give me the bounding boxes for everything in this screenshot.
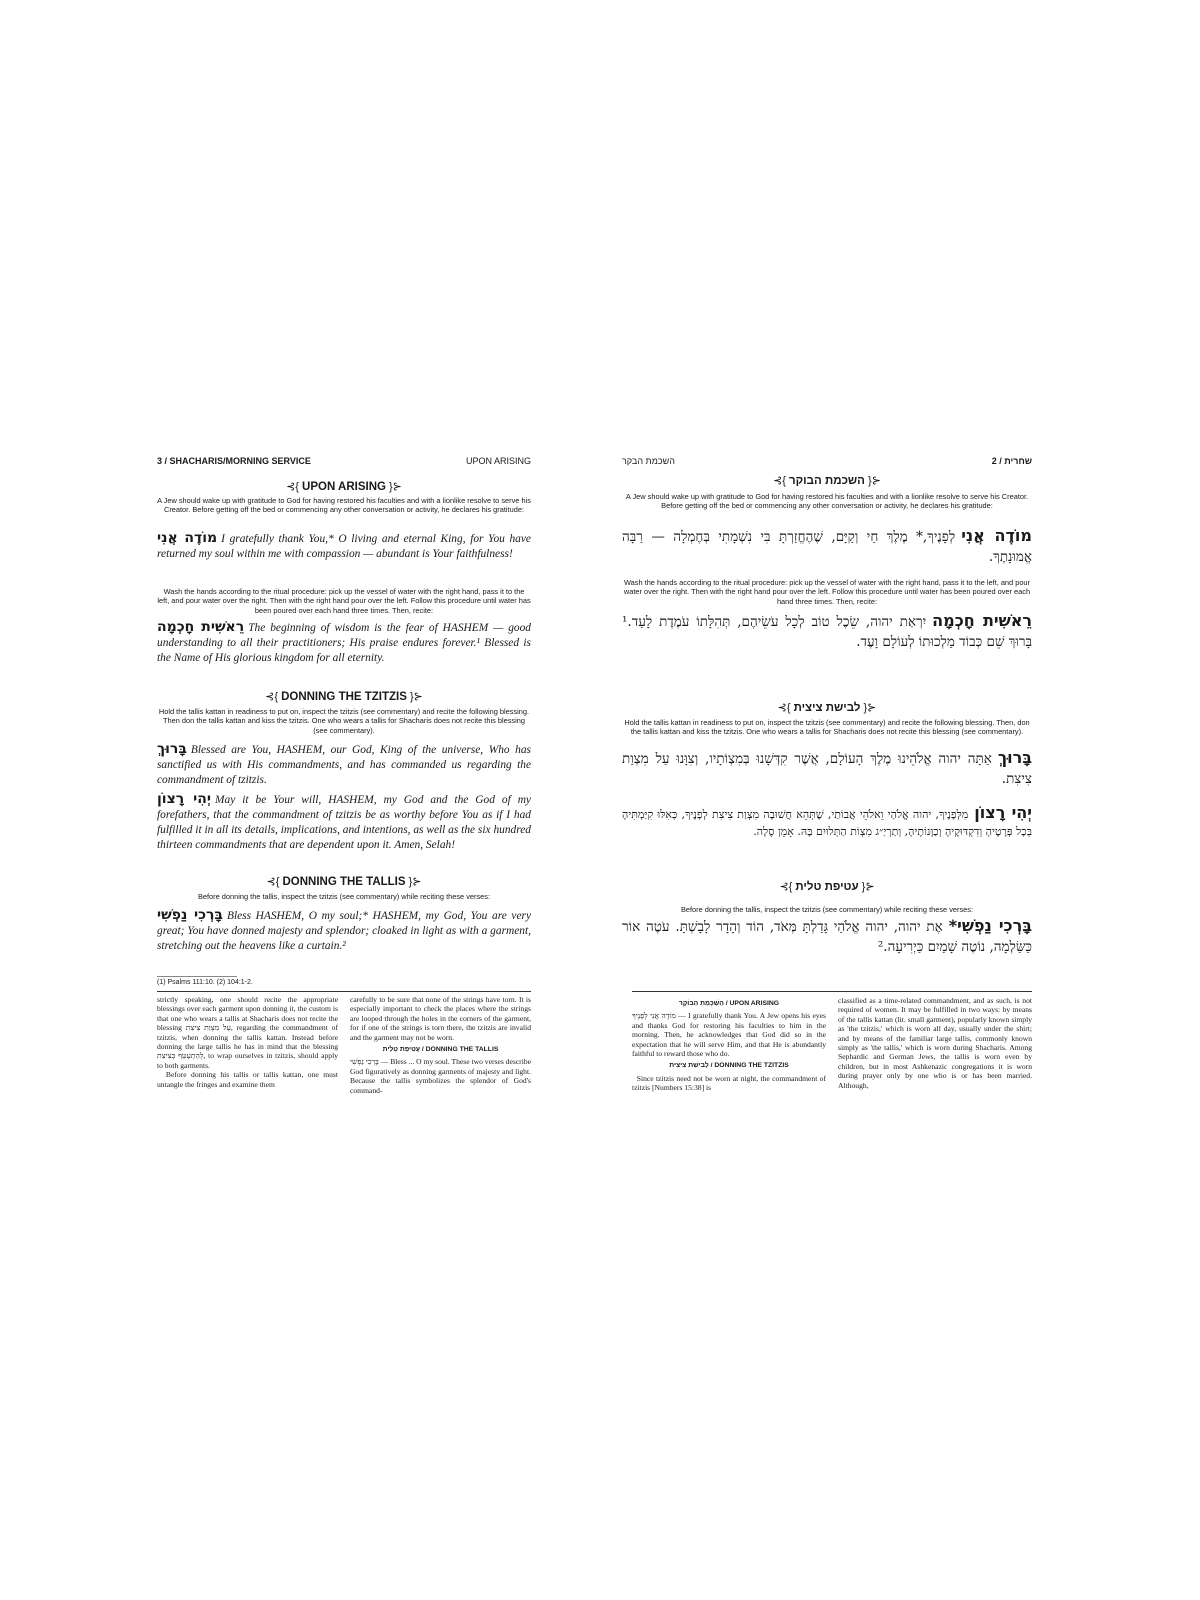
prayer-yehi-ratzon xyxy=(622,804,1032,840)
hebrew-incipit: מוֹדֶה אֲנִי xyxy=(157,530,218,546)
hebrew-text: אַתָּה יהוה אֱלֹהֵינוּ מֶלֶךְ הָעוֹלָם, אֲשֶׁר קִדְּשָׁנוּ בְּמִצְוֹתָיו, וְצִוָּנוּ עַל מִצְוַת צִיצִת. xyxy=(622,751,1032,787)
prayer-modeh-ani xyxy=(157,531,531,562)
section-title xyxy=(157,690,531,703)
hebrew-incipit: מוֹדֶה אֲנִי xyxy=(961,526,1032,545)
section-header: השכמת הבקר xyxy=(622,456,675,466)
hebrew-incipit: רֵאשִׁית חָכְמָה xyxy=(932,611,1033,630)
prayer-baruch xyxy=(622,748,1032,789)
ornament-icon: }⊱ xyxy=(858,881,875,893)
footnote xyxy=(157,976,253,986)
divider xyxy=(157,991,531,992)
prayer-reishis-chochmah xyxy=(622,611,1032,652)
translation: May it be Your will, HASHEM, my God and the God of my forefathers, that the commandment of tzitzis be as worthy before You as if I had fulfilled it in all its details, implications, and intentions, as well as the six hundred thirteen commandments that are dependent upon it. Amen, Selah! xyxy=(157,794,531,851)
ornament-icon: ⊰{ xyxy=(265,691,282,703)
commentary-subheading: עֲטִיפַת טַלִּית / DONNING THE TALLIS xyxy=(382,1046,499,1054)
commentary-text: Before donning his tallis or tallis kattan, one must untangle the fringes and examine them xyxy=(157,1070,338,1089)
section-header: UPON ARISING xyxy=(465,456,531,466)
section-title xyxy=(157,875,531,888)
ornament-icon: ⊰{ xyxy=(777,702,794,714)
prayer-barchi-nafshi xyxy=(157,908,531,954)
translation: I gratefully thank You,* O living and eternal King, for You have returned my soul within me with compassion — abundant is Your faithfulness! xyxy=(157,533,531,560)
instruction: A Jew should wake up with gratitude to God for having restored his faculties and with a lionlike resolve to serve his Creator. Before getting off the bed or commencing any other conversation or activity, he declares his gratitude: xyxy=(157,496,531,515)
commentary-text: carefully to be sure that none of the strings have torn. It is especially important to check the places where the strings are looped through the holes in the corners of the garment, for if one of the strings is torn there, the tzitzis are invalid and the garment may not be worn. xyxy=(350,995,531,1042)
ornament-icon: ⊰{ xyxy=(266,876,283,888)
instruction: Before donning the tallis, inspect the tzitzis (see commentary) while reciting these verses: xyxy=(680,905,974,914)
section-title xyxy=(622,474,1032,487)
commentary-subheading: לְבִישַׁת צִיצִית / DONNING THE TZITZIS xyxy=(669,1062,789,1070)
ornament-icon: ⊰{ xyxy=(779,881,796,893)
hebrew-incipit: יְהִי רָצוֹן xyxy=(157,791,212,807)
commentary-subheading: הַשְׁכָּמַת הַבּוֹקֶר / UPON ARISING xyxy=(678,1000,780,1007)
prayer-yehi-ratzon xyxy=(157,792,531,853)
commentary-text: Since tzitzis need not be worn at night, the commandment of tzitzis [Numbers 15:38] is xyxy=(632,1073,826,1093)
section-title xyxy=(622,701,1032,714)
hebrew-text: מִלְּפָנֶיךָ, יהוה אֱלֹהַי וֵאלֹהֵי אֲבוֹתַי, שֶׁתְּהֵא חֲשׁוּבָה מִצְוַת צִיצִת לְפָנֶיךָ, כְּאִלּוּ קִיַּמְתִּיהָ בְּכָל פְּרָטֶיהָ וְדִקְדּוּקֶיהָ וְכַוָּנוֹתֶיהָ, וְתַרְיַ״ג מִצְוֹת הַתְּלוּיִם בָּהּ. אָמֵן סֶלָה. xyxy=(622,808,1032,838)
ornament-icon: }⊱ xyxy=(864,475,881,487)
ornament-icon: }⊱ xyxy=(860,702,877,714)
instruction: Hold the tallis kattan in readiness to put on, inspect the tzitzis (see commentary) and recite the following blessing. Then don the tallis kattan and kiss the tzitzis. One who wears a tallis for Shacharis does not recite this blessing (see commentary). xyxy=(158,707,530,735)
translation: The beginning of wisdom is the fear of HASHEM — good understanding to all their practitioners; His praise endures forever.¹ Blessed is the Name of His glorious kingdom for all eternity. xyxy=(157,622,531,664)
title-text: DONNING THE TALLIS xyxy=(282,876,406,888)
prayer-reishis-chochmah xyxy=(157,620,531,666)
title-text: לבישת ציצית xyxy=(793,702,861,714)
commentary-text: classified as a time-related commandment, and as such, is not required of women. It may be fulfilled in two ways: by means of the tallis kattan (lit. small garment), popularly known simply as 'the tzitzis,' which is worn all day, usually under the shirt; and by means of the familiar large tallis, commonly known simply as 'the tallis,' which is worn during Shacharis. Among Sephardic and German Jews, the tallis is worn even by children, but in most Ashkenazic congregations it is worn during prayer only by one who is or has been married. Although, xyxy=(838,996,1032,1090)
ornament-icon: }⊱ xyxy=(405,876,422,888)
prayer-baruch xyxy=(157,742,531,788)
running-header xyxy=(157,456,531,466)
instruction: Wash the hands according to the ritual procedure: pick up the vessel of water with the right hand, pass it to the left, and pour water over the right. Then with the right hand pour over the left. Follow this procedure until water has been poured over each hand three times. Then, recite: xyxy=(623,578,1031,606)
page-number-title: 2 / שחרית xyxy=(991,456,1032,466)
hebrew-text: אֶת יהוה, יהוה אֱלֹהַי גָּדַלְתָּ מְּאֹד, הוֹד וְהָדָר לָבָשְׁתָּ. עֹטֶה אוֹר כַּשַּׂלְמָה, נוֹטֶה שָׁמַיִם כַּיְרִיעָה.² xyxy=(622,919,1032,955)
ornament-icon: }⊱ xyxy=(406,691,423,703)
title-text: UPON ARISING xyxy=(302,481,386,493)
commentary-text: strictly speaking, one should recite the appropriate blessings over each garment upon donning it, the custom is that one who wears a tallis at Shacharis does not recite the blessing עַל מִצְוַת צִיצִת, regarding the commandment of tzitzis, when donning the tallis kattan. Instead before donning the large tallis he has in mind that the blessing לְהִתְעַטֵּף בְּצִיצִת, to wrap ourselves in tzitzis, should apply to both garments. xyxy=(157,995,338,1070)
page-number-title: 3 / SHACHARIS/MORNING SERVICE xyxy=(157,456,311,466)
hebrew-text: לְפָנֶיךָ,* מֶלֶךְ חַי וְקַיָּם, שֶׁהֶחֱזַרְתָּ בִּי נִשְׁמָתִי בְּחֶמְלָה — רַבָּה אֱמוּנָתֶךָ. xyxy=(622,529,1032,565)
translation: Blessed are You, HASHEM, our God, King of the universe, Who has sanctified us with His commandments, and has commanded us regarding the commandment of tzitzis. xyxy=(157,744,531,786)
hebrew-text: יִרְאַת יהוה, שֵׂכֶל טוֹב לְכָל עֹשֵׂיהֶם, תְּהִלָּתוֹ עֹמֶדֶת לָעַד.¹ בָּרוּךְ שֵׁם כְּבוֹד מַלְכוּתוֹ לְעוֹלָם וָעֶד. xyxy=(622,614,1032,650)
hebrew-incipit: יְהִי רָצוֹן xyxy=(974,803,1033,822)
section-title xyxy=(622,880,1032,893)
ornament-icon: ⊰{ xyxy=(286,481,303,493)
title-text: עטיפת טלית xyxy=(795,881,859,893)
prayer-barchi-nafshi xyxy=(622,916,1032,957)
divider xyxy=(632,991,1032,992)
ornament-icon: ⊰{ xyxy=(773,475,790,487)
hebrew-incipit: בָּרְכִי נַפְשִׁי* xyxy=(948,916,1033,935)
instruction: Hold the tallis kattan in readiness to put on, inspect the tzitzis (see commentary) and recite the following blessing. Then, don the tallis kattan and kiss the tzitzis. One who wears a tallis for Shacharis does not recite this blessing (see commentary). xyxy=(624,718,1030,737)
commentary-text: בָּרְכִי נַפְשִׁי — Bless ... O my soul. These two verses describe God figuratively as donning garments of majesty and light. Because the tallis symbolizes the splendor of God's command- xyxy=(350,1057,531,1095)
ornament-icon: }⊱ xyxy=(385,481,402,493)
commentary xyxy=(632,996,1032,1093)
hebrew-incipit: בָּרְכִי נַפְשִׁי xyxy=(157,907,223,923)
hebrew-incipit: בָּרוּךְ xyxy=(157,741,187,757)
hebrew-incipit: בָּרוּךְ xyxy=(997,748,1032,767)
instruction: Wash the hands according to the ritual procedure: pick up the vessel of water with the right hand, pass it to the left, and pour water over the right. Then with the right hand pour over the left. Follow this procedure until water has been poured over each hand three times. Then, recite: xyxy=(157,587,531,615)
hebrew-incipit: רֵאשִׁית חָכְמָה xyxy=(157,619,245,635)
title-text: השכמת הבוקר xyxy=(789,475,865,487)
section-title xyxy=(157,480,531,493)
commentary xyxy=(157,995,531,1095)
instruction: Before donning the tallis, inspect the tzitzis (see commentary) while reciting these verses: xyxy=(197,892,491,901)
running-header xyxy=(622,456,1032,466)
prayer-modeh-ani xyxy=(622,526,1032,567)
title-text: DONNING THE TZITZIS xyxy=(281,691,407,703)
translation: Bless HASHEM, O my soul;* HASHEM, my God, You are very great; You have donned majesty and splendor; cloaked in light as with a garment, stretching out the heavens like a curtain.² xyxy=(157,910,531,952)
commentary-text: מוֹדֶה אֲנִי לְפָנֶיךָ — I gratefully thank You. A Jew opens his eyes and thanks God for restoring his faculties to him in the morning. Then, he acknowledges that God did so in the expectation that he will serve Him, and that He is abundantly faithful to reward those who do. xyxy=(632,1011,826,1059)
instruction: A Jew should wake up with gratitude to God for having restored his faculties and with a lionlike resolve to serve his Creator. Before getting off the bed or commencing any other conversation or activity, he declares his gratitude: xyxy=(625,492,1029,511)
footnote-text: (1) Psalms 111:10. (2) 104:1-2. xyxy=(157,979,253,986)
